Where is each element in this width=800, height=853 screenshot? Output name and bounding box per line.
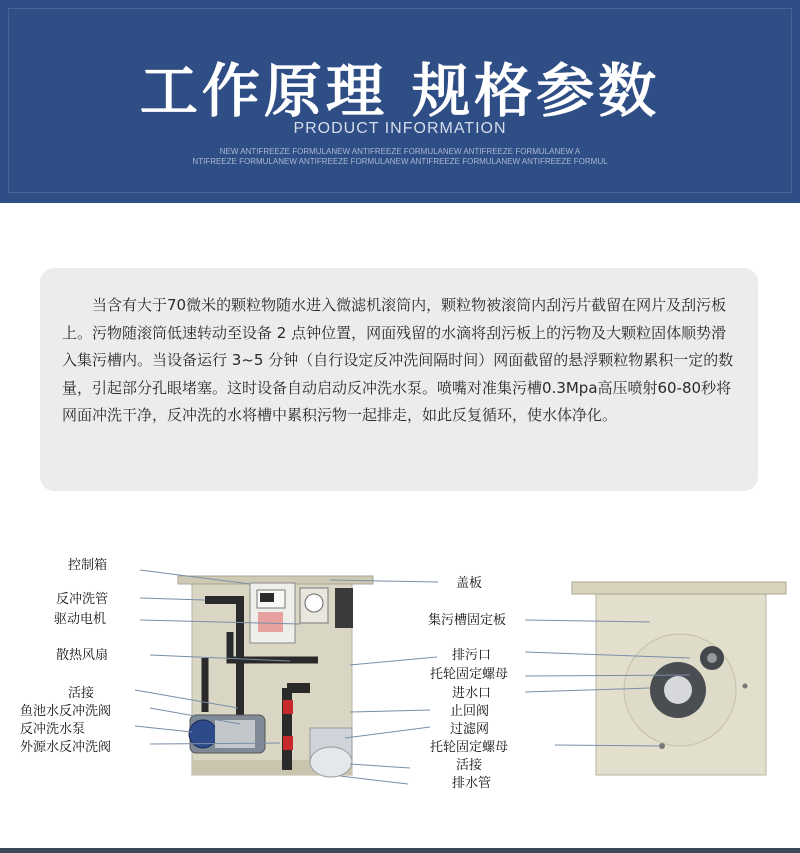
label-drain-pipe: 排水管	[452, 776, 492, 791]
label-drive-motor: 驱动电机	[54, 612, 107, 627]
label-pond-backwash-valve: 鱼池水反冲洗阀	[20, 704, 112, 719]
label-backwash-pump: 反冲洗水泵	[20, 722, 86, 737]
bottom-divider	[0, 848, 800, 853]
diagram-illustration	[0, 540, 800, 840]
label-cooling-fan: 散热风扇	[56, 648, 109, 663]
label-sludge-tank-plate: 集污槽固定板	[428, 613, 507, 628]
label-roller-nut-1: 托轮固定螺母	[430, 667, 509, 682]
label-control-box: 控制箱	[68, 558, 108, 573]
label-union-right: 活接	[456, 758, 483, 773]
label-union: 活接	[68, 686, 95, 701]
description-text: 当含有大于70微米的颗粒物随水进入微滤机滚筒内，颗粒物被滚筒内刮污片截留在网片及刮污板上。污物随滚筒低速转动至设备 2 点钟位置，网面残留的水滴将刮污板上的污物及大颗粒固体顺势滑入集污槽内。当设备运行 3~5 分钟（自行设定反冲洗间隔时间）网面截留的悬浮颗粒物累积一定的数量，引起部分孔眼堵塞。这时设备自动启动反冲洗水泵。喷嘴对准集污槽0.3Mpa高压喷射60-80秒将网面冲洗干净，反冲洗的水将槽中累积污物一起排走，如此反复循环，使水体净化。	[62, 296, 734, 424]
description-box	[40, 268, 758, 491]
label-water-inlet: 进水口	[452, 686, 492, 701]
ticker-line-2: NTIFREEZE FORMULANEW ANTIFREEZE FORMULANEW ANTIFREEZE FORMULANEW ANTIFREEZE FORMUL	[192, 157, 608, 166]
label-filter-screen: 过滤网	[450, 722, 490, 737]
page-title: 工作原理 规格参数	[139, 57, 661, 125]
machine-side-view	[572, 582, 786, 775]
product-diagram	[0, 540, 800, 840]
page-subtitle: PRODUCT INFORMATION	[293, 120, 507, 137]
label-check-valve: 止回阀	[450, 704, 490, 719]
machine-front-view	[178, 576, 373, 777]
label-cover-plate: 盖板	[456, 576, 483, 591]
label-roller-nut-2: 托轮固定螺母	[430, 740, 509, 755]
header-banner	[0, 0, 800, 203]
ticker-line-1: NEW ANTIFREEZE FORMULANEW ANTIFREEZE FORMULANEW ANTIFREEZE FORMULANEW A	[219, 147, 581, 156]
label-sewage-outlet: 排污口	[452, 648, 492, 663]
label-external-backwash-valve: 外源水反冲洗阀	[20, 740, 112, 755]
label-backwash-pipe: 反冲洗管	[56, 592, 109, 607]
